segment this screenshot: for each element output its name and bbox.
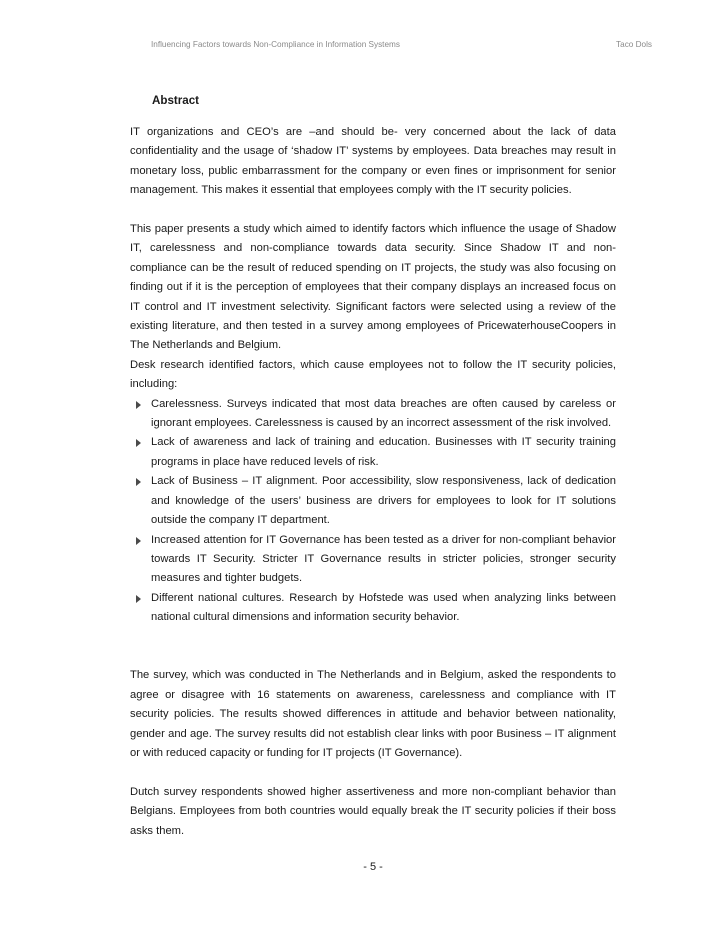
bullet-arrow-icon xyxy=(136,537,141,545)
header-author: Taco Dols xyxy=(616,40,652,49)
bullet-arrow-icon xyxy=(136,401,141,409)
paragraph-intro: IT organizations and CEO’s are –and should be- very concerned about the lack of data confidentiality and the usage of ‘shadow IT’ systems by employees. Data breaches may result in monetary loss, public embarrassment for the company or even fines or imprisonment for senior management. This makes it essential that employees comply with the IT security policies. xyxy=(130,126,616,197)
paragraph-desk-research: Desk research identified factors, which cause employees not to follow the IT security policies, including: xyxy=(130,358,616,391)
list-item: Carelessness. Surveys indicated that most data breaches are often caused by careless or ignorant employees. Carelessness is caused by an incorrect assessment of the risk involved. xyxy=(130,395,616,434)
paragraph-conclusion: Dutch survey respondents showed higher assertiveness and more non-compliant behavior than Belgians. Employees from both countries would equally break the IT security policies if their boss asks them. xyxy=(130,785,616,837)
list-item: Lack of Business – IT alignment. Poor accessibility, slow responsiveness, lack of dedication and knowledge of the users’ business are drivers for employees to look for IT solutions outside the company IT department. xyxy=(130,472,616,530)
bullet-arrow-icon xyxy=(136,595,141,603)
list-item: Lack of awareness and lack of training and education. Businesses with IT security training programs in place have reduced levels of risk. xyxy=(130,433,616,472)
page-number: - 5 - xyxy=(363,861,383,873)
bullet-arrow-icon xyxy=(136,478,141,486)
header-title: Influencing Factors towards Non-Compliance in Information Systems xyxy=(151,40,400,49)
paragraph-study: This paper presents a study which aimed to identify factors which influence the usage of Shadow IT, carelessness and non-compliance towards data security. Since Shadow IT and non-compliance can be the result of reduced spending on IT projects, the study was also focusing on finding out if it is the perception of employees that their company displays an increased focus on IT control and IT investment selectivity. Significant factors were selected using a review of the existing literature, and then tested in a survey among employees of PricewaterhouseCoopers in The Netherlands and Belgium. xyxy=(130,223,616,352)
abstract-body xyxy=(130,123,616,841)
list-item: Increased attention for IT Governance has been tested as a driver for non-compliant behavior towards IT Security. Stricter IT Governance results in stricter policies, stronger security measures and tighter budgets. xyxy=(130,531,616,589)
factor-list xyxy=(130,395,616,628)
bullet-arrow-icon xyxy=(136,439,141,447)
paragraph-survey: The survey, which was conducted in The Netherlands and in Belgium, asked the respondents to agree or disagree with 16 statements on awareness, carelessness and compliance with IT security policies. The results showed differences in attitude and behavior between nationality, gender and age. The survey results did not establish clear links with poor Business – IT alignment or with reduced capacity or funding for IT projects (IT Governance). xyxy=(130,669,616,759)
abstract-heading: Abstract xyxy=(152,94,200,107)
list-item: Different national cultures. Research by Hofstede was used when analyzing links between national cultural dimensions and information security behavior. xyxy=(130,589,616,628)
